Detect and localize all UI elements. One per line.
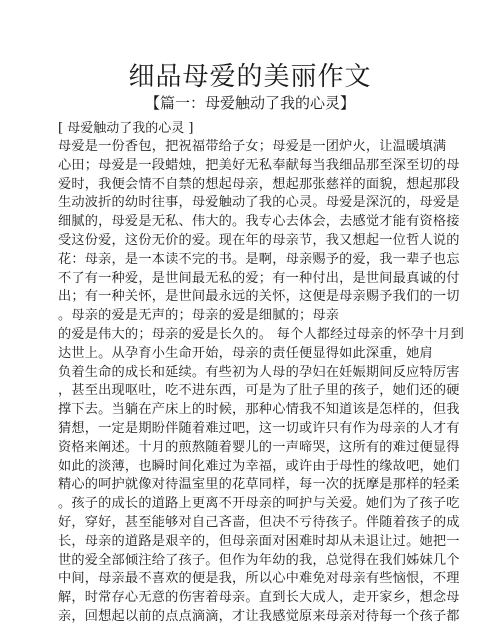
text-line: 撑下去。当躺在产床上的时候，那种心情我不知道该是怎样的，但我: [58, 402, 460, 418]
text-line: 解，时常存心无意的伤害着母亲。直到长大成人，走开家乡，想念母: [58, 590, 460, 606]
text-line: 受这份爱，这份无价的爱。现在年的母亲节，我又想起一位哲人说的: [58, 232, 460, 248]
text-line: 好，穿好，甚至能够对自己吝啬，但决不亏待孩子。伴随着孩子的成: [58, 514, 460, 530]
text-line: 细腻的，母爱是无私、伟大的。我专心去体会，去感觉才能有资格接: [58, 214, 460, 230]
text-line: 。母亲的爱是无声的；母亲的爱是细腻的；母亲: [58, 308, 340, 324]
text-line: ，甚至出现呕吐，吃不进东西，可是为了肚子里的孩子，她们还的硬: [58, 383, 460, 399]
text-line: 资格来阐述。十月的煎熬随着婴儿的一声啼哭，这所有的难过便显得: [58, 439, 460, 455]
text-line: 出；有一种关怀，是世间最永远的关怀，这便是母亲赐予我们的一切: [58, 289, 460, 305]
text-line: 母爱是一份香包，把祝福带给子女；母爱是一团炉火，让温暖填满: [58, 139, 447, 154]
text-line: 长，母亲的道路是艰辛的，但母亲面对困难时却从未退让过。她把一: [58, 533, 460, 549]
section-subtitle: 【篇一：母爱触动了我的心灵】: [144, 94, 355, 112]
text-line: 亲，回想起以前的点点滴滴，才让我感觉原来母亲对待每一个孩子都: [58, 608, 460, 624]
text-line: 中间，母亲最不喜欢的便是我，所以心中难免对母亲有些恼恨，不理: [58, 571, 460, 587]
text-line: 负着生命的成长和延续。有些初为人母的孕妇在妊娠期间反应特厉害: [58, 364, 460, 380]
text-line: 。孩子的成长的道路上更离不开母亲的呵护与关爱。她们为了孩子吃: [58, 496, 460, 512]
text-line: 的爱是伟大的；母亲的爱是长久的。 每个人都经过母亲的怀孕十月到: [58, 326, 465, 342]
text-line: 生动波折的幼时往事，母爱触动了我的心灵。母爱是深沉的，母爱是: [58, 195, 460, 211]
text-line: 心田；母爱是一段蜡烛，把美好无私奉献每当我细品那至深至切的母: [58, 157, 460, 173]
text-line: 如此的淡薄，也瞬时间化难过为幸福，或许由于母性的缘故吧，她们: [58, 458, 460, 474]
text-line: 不了有一种爱，是世间最无私的爱；有一种付出，是世间最真诚的付: [58, 270, 460, 286]
text-line: 世的爱全部倾注给了孩子。但作为年幼的我，总觉得在我们姊妹几个: [58, 552, 460, 568]
text-line: 猜想，一定是期盼伴随着难过吧，这一切或许只有作为母亲的人才有: [58, 420, 460, 436]
text-line: 达世上。从孕育小生命开始，母亲的责任便显得如此深重，她肩: [58, 345, 433, 361]
text-line: 花：母亲，是一本读不完的书。是啊，母亲赐予的爱，我一辈子也忘: [58, 251, 460, 267]
section-heading: [ 母爱触动了我的心灵 ]: [58, 121, 194, 136]
text-line: 爱时，我便会情不自禁的想起母亲，想起那张慈祥的面貌，想起那段: [58, 176, 460, 192]
body-paragraph: [58, 138, 465, 627]
text-line: 精心的呵护就像对待温室里的花草同样，每一次的抚摩是那样的轻柔: [58, 477, 460, 493]
page-title: 细品母爱的美丽作文: [128, 62, 372, 92]
